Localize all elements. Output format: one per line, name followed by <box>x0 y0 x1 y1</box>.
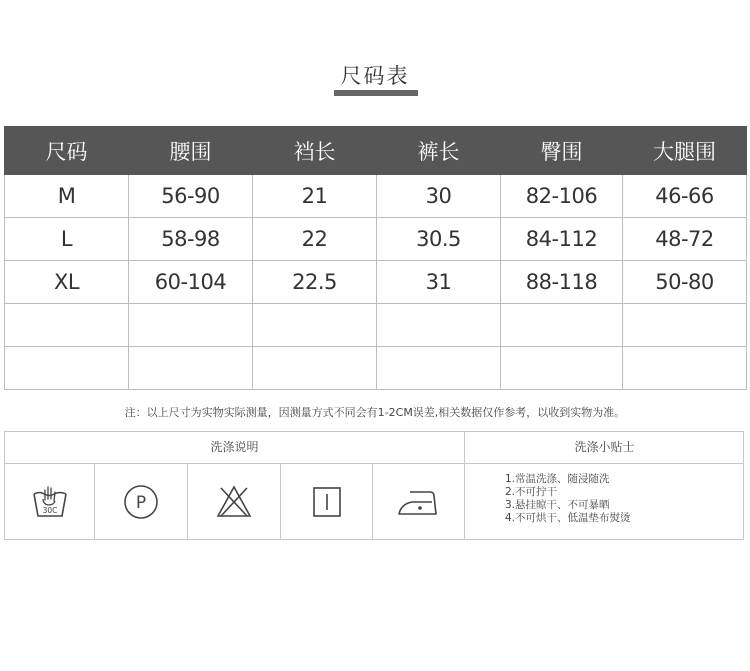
table-cell <box>5 304 129 347</box>
header-hip: 臀围 <box>501 127 623 175</box>
table-cell: 31 <box>377 261 501 304</box>
table-cell: 30.5 <box>377 218 501 261</box>
hang-dry-icon <box>307 482 347 522</box>
table-cell: 48-72 <box>623 218 747 261</box>
table-cell <box>623 304 747 347</box>
wash-temperature-label: 30C <box>42 506 57 515</box>
list-item: 1.常温洗涤、随浸随洗 <box>505 473 610 485</box>
table-cell: L <box>5 218 129 261</box>
table-cell: 30 <box>377 175 501 218</box>
table-cell: 82-106 <box>501 175 623 218</box>
table-cell <box>129 347 253 390</box>
table-cell: 60-104 <box>129 261 253 304</box>
table-cell <box>253 304 377 347</box>
header-length: 裤长 <box>377 127 501 175</box>
list-item: 4.不可烘干、低温垫布熨烫 <box>505 512 631 524</box>
hand-wash-30c-icon <box>30 482 70 522</box>
table-cell <box>377 347 501 390</box>
table-cell <box>501 304 623 347</box>
table-cell: 22 <box>253 218 377 261</box>
table-cell: 21 <box>253 175 377 218</box>
table-cell <box>253 347 377 390</box>
page-title: 尺码表 <box>340 64 410 88</box>
list-item: 3.悬挂晾干、不可暴晒 <box>505 499 610 511</box>
table-cell: 22.5 <box>253 261 377 304</box>
table-cell: XL <box>5 261 129 304</box>
care-instructions-label: 洗涤说明 <box>210 440 259 454</box>
table-row <box>5 175 747 218</box>
list-item: 2.不可拧干 <box>505 486 558 498</box>
table-row <box>5 218 747 261</box>
table-cell: M <box>5 175 129 218</box>
care-tips-label: 洗涤小贴士 <box>574 440 635 454</box>
table-cell <box>377 304 501 347</box>
iron-low-heat-icon <box>396 482 442 522</box>
table-cell: 56-90 <box>129 175 253 218</box>
table-cell: 84-112 <box>501 218 623 261</box>
table-cell <box>5 347 129 390</box>
care-panel <box>4 431 744 540</box>
table-cell: 46-66 <box>623 175 747 218</box>
header-rise: 裆长 <box>253 127 377 175</box>
dry-clean-p-icon <box>121 482 161 522</box>
measurement-note: 注：以上尺寸为实物实际测量，因测量方式不同会有1-2CM误差,相关数据仅作参考，以收到实物为准。 <box>124 406 626 419</box>
do-not-bleach-icon <box>214 482 254 522</box>
table-row <box>5 261 747 304</box>
dry-clean-letter: P <box>135 493 147 513</box>
care-tips-list <box>505 473 631 525</box>
header-waist: 腰围 <box>129 127 253 175</box>
title-underline <box>334 90 418 96</box>
table-cell <box>623 347 747 390</box>
table-row <box>5 347 747 390</box>
size-table <box>4 126 747 390</box>
table-cell <box>501 347 623 390</box>
header-thigh: 大腿围 <box>623 127 747 175</box>
table-cell: 88-118 <box>501 261 623 304</box>
table-row <box>5 304 747 347</box>
header-size: 尺码 <box>5 127 129 175</box>
table-cell: 58-98 <box>129 218 253 261</box>
table-cell: 50-80 <box>623 261 747 304</box>
table-cell <box>129 304 253 347</box>
size-table-header-row <box>5 127 747 175</box>
